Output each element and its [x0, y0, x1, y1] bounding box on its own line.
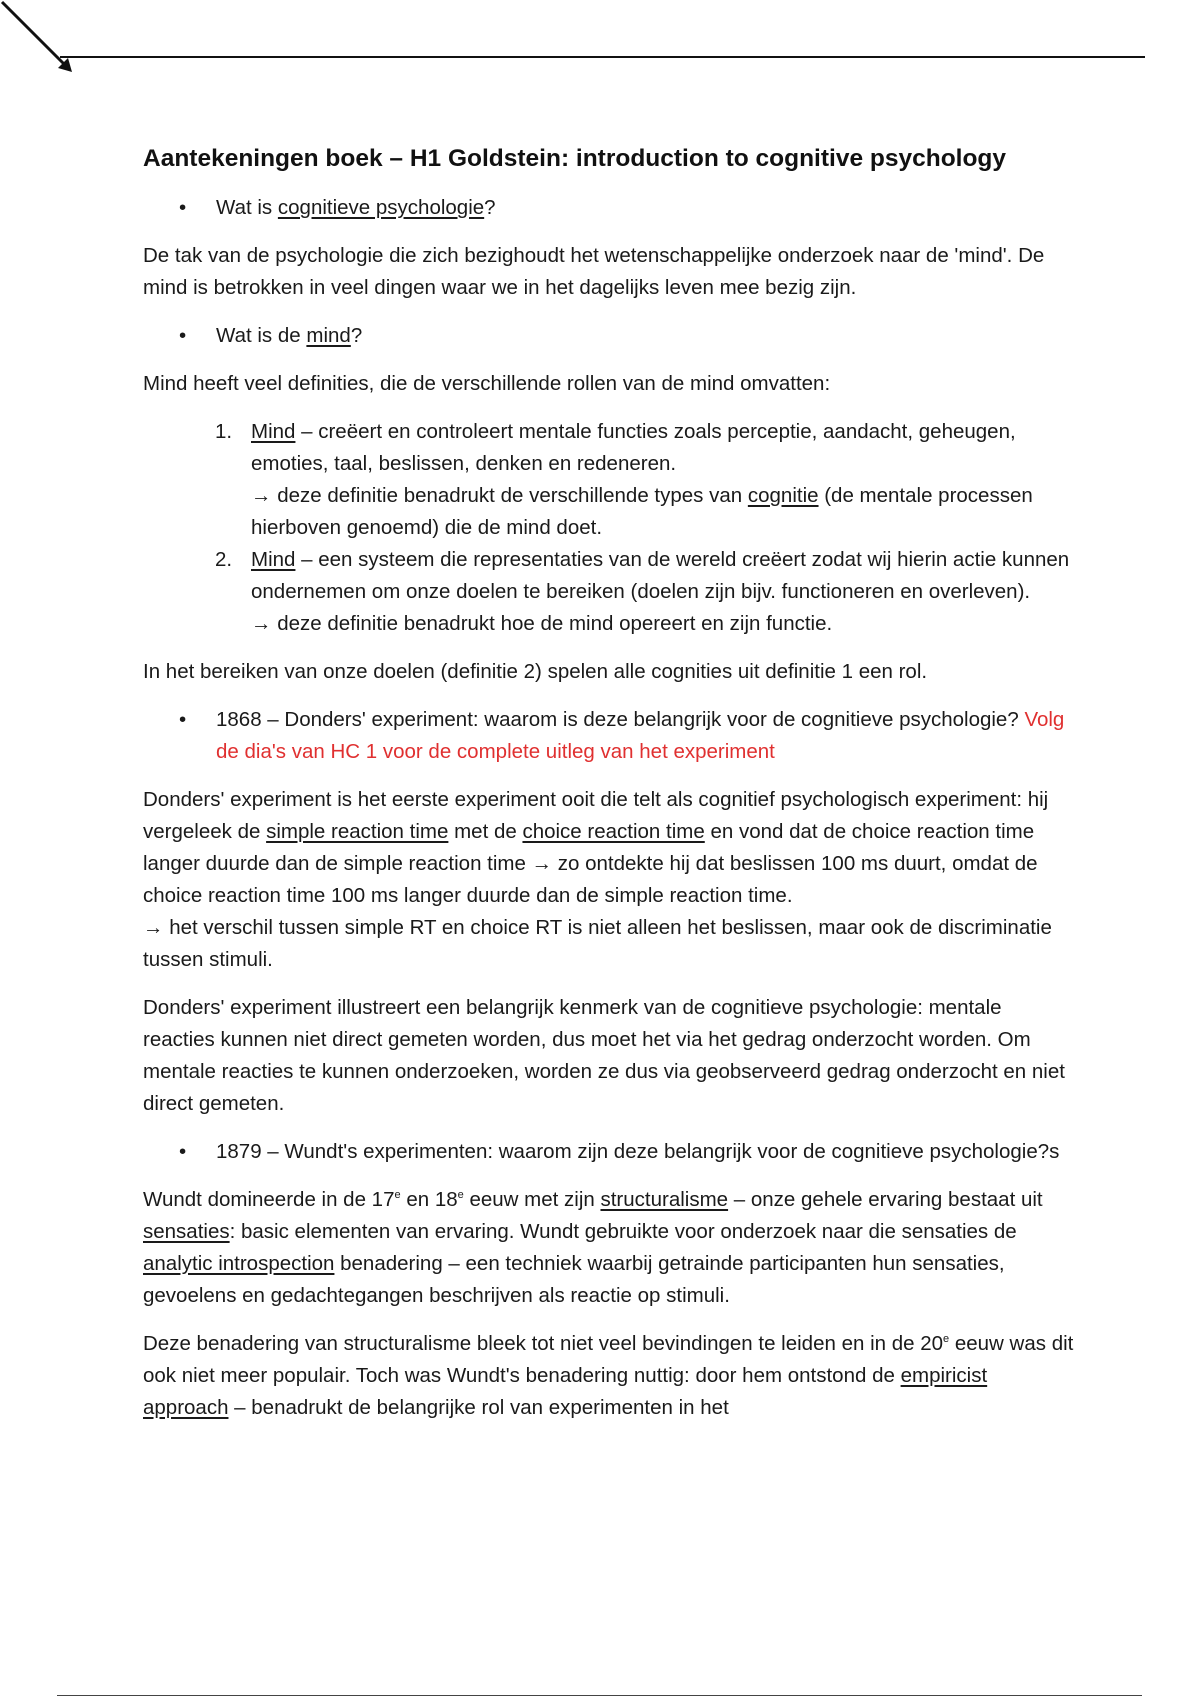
mind-definitions-list: [143, 416, 1078, 640]
list-item-definition-2: 2. Mind – een systeem die representaties van de wereld creëert zodat wij hierin actie kunnen ondernemen om onze doelen te bereiken (doelen zijn bijv. functioneren en overleven). → deze definitie benadrukt hoe de mind opereert en zijn functie.: [215, 548, 1070, 635]
term-cognitie: cognitie: [747, 484, 819, 507]
question-cognitive-psychology: • Wat is cognitieve psychologie?: [143, 192, 1078, 224]
term-sensaties: sensaties: [143, 1220, 230, 1243]
question-mind: • Wat is de mind?: [143, 320, 1078, 352]
paragraph-donders-feature: Donders' experiment illustreert een belangrijk kenmerk van de cognitieve psychologie: mentale reacties kunnen niet direct gemeten worden, dus moet het via het gedrag onderzocht worden. Om mentale reacties te kunnen onderzoeken, worden ze dus via geobserveerd gedrag onderzocht en niet direct gemeten.: [143, 996, 1065, 1115]
document-title: Aantekeningen boek – H1 Goldstein: introduction to cognitive psychology: [143, 145, 1007, 172]
bullet-icon: •: [179, 1140, 187, 1163]
term-mind: mind: [306, 324, 351, 347]
term-simple-reaction-time: simple reaction time: [266, 820, 449, 843]
term-cognitieve-psychologie: cognitieve psychologie: [277, 196, 485, 219]
paragraph-structuralism: Deze benadering van structuralisme bleek tot niet veel bevindingen te leiden en in de 20e eeuw was dit ook niet meer populair. Toch was Wundt's benadering nuttig: door hem ontstond de empiricist approach – benadrukt de belangrijke rol van experimenten in het: [143, 1332, 1074, 1419]
document-body: [143, 142, 1078, 1440]
term-empiricist-approach: empiricist approach: [143, 1364, 988, 1419]
question-wundt: • 1879 – Wundt's experimenten: waarom zijn deze belangrijk voor de cognitieve psychologie?s: [143, 1136, 1078, 1168]
paragraph-donders: Donders' experiment is het eerste experiment ooit die telt als cognitief psychologisch experiment: hij vergeleek de simple reaction time met de choice reaction time en vond dat de choice reaction time langer duurde dan de simple reaction time → zo ontdekte hij dat beslissen 100 ms duurt, omdat de choice reaction time 100 ms langer duurde dan de simple reaction time. → het verschil tussen simple RT en choice RT is niet alleen het beslissen, maar ook de discriminatie tussen stimuli.: [143, 788, 1052, 971]
term-choice-reaction-time: choice reaction time: [522, 820, 705, 843]
header-rule: [60, 56, 1145, 58]
bullet-icon: •: [179, 196, 187, 219]
bullet-icon: •: [179, 708, 187, 731]
corner-arrow-icon: [0, 0, 90, 90]
term-mind-1: Mind: [251, 420, 296, 443]
bullet-icon: •: [179, 324, 187, 347]
paragraph-wundt: Wundt domineerde in de 17e en 18e eeuw met zijn structuralisme – onze gehele ervaring bestaat uit sensaties: basic elementen van ervaring. Wundt gebruikte voor onderzoek naar die sensaties de analytic introspection benadering – een techniek waarbij getrainde participanten hun sensaties, gevoelens en gedachtegangen beschrijven als reactie op stimuli.: [143, 1188, 1043, 1307]
footer-rule: [57, 1695, 1142, 1696]
term-mind-2: Mind: [251, 548, 296, 571]
list-item-definition-1: 1. Mind – creëert en controleert mentale functies zoals perceptie, aandacht, geheugen, emoties, taal, beslissen, denken en redeneren. → deze definitie benadrukt de verschillende types van cognitie (de mentale processen hierboven genoemd) die de mind doet.: [215, 420, 1033, 539]
paragraph-definition: De tak van de psychologie die zich bezighoudt het wetenschappelijke onderzoek naar de 'mind'. De mind is betrokken in veel dingen waar we in het dagelijks leven mee bezig zijn.: [143, 244, 1045, 299]
term-structuralisme: structuralisme: [600, 1188, 729, 1211]
question-donders: • 1868 – Donders' experiment: waarom is deze belangrijk voor de cognitieve psychologie? Volg de dia's van HC 1 voor de complete uitleg van het experiment: [143, 704, 1078, 768]
paragraph-mind-intro: Mind heeft veel definities, die de verschillende rollen van de mind omvatten:: [143, 372, 831, 395]
paragraph-goals: In het bereiken van onze doelen (definitie 2) spelen alle cognities uit definitie 1 een rol.: [143, 660, 928, 683]
term-analytic-introspection: analytic introspection: [143, 1252, 335, 1275]
red-note: Volg de dia's van HC 1 voor de complete uitleg van het experiment: [216, 708, 1065, 763]
